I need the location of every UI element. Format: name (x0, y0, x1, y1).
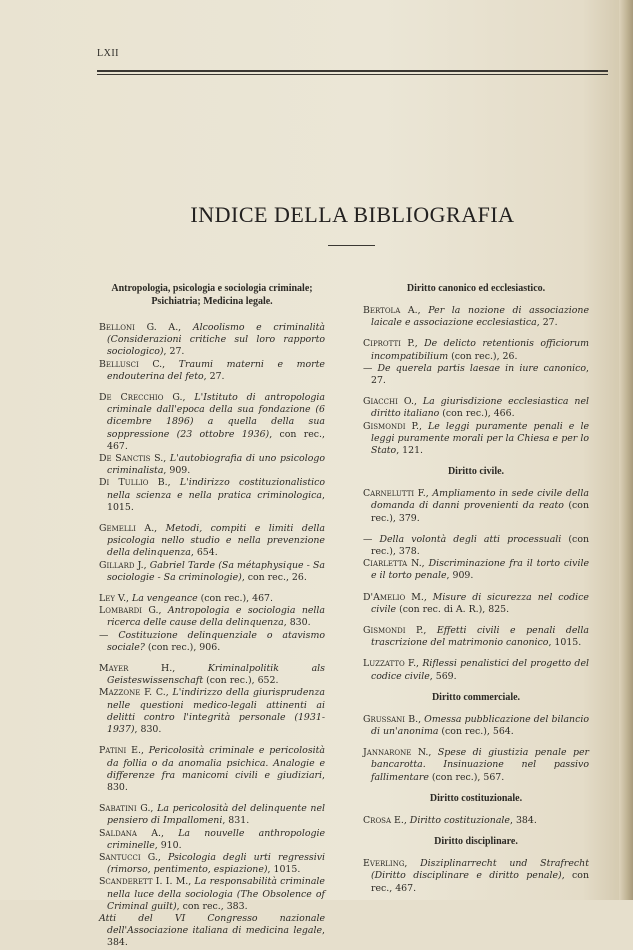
right-column (363, 282, 589, 895)
entry-reference: , 654. (190, 547, 218, 559)
entry-title: Spese di giustizia penale per bancarotta. Insinuazione nel passivo fallimentare (371, 747, 589, 783)
entry-title: Costituzione delinquenziale o atavismo sociale? (107, 629, 325, 653)
bibliography-entry (363, 421, 589, 458)
entry-title: La vengeance (132, 593, 198, 605)
entry-reference: (con rec.), 652. (203, 675, 279, 687)
entry-author: Mayer H., (99, 663, 208, 675)
entry-reference: , 27. (203, 370, 225, 382)
section-heading: Antropologia, psicologia e sociologia criminale; Psichiatria; Medicina legale. (111, 283, 313, 307)
entry-reference: (con rec.), 26. (448, 350, 518, 362)
bibliography-entry (363, 534, 589, 558)
section-heading: Diritto costituzionale. (429, 792, 523, 804)
entry-author: Gillard J., (99, 559, 150, 571)
entry-author: Di Tullio B., (99, 477, 180, 489)
entry-author: — (363, 533, 380, 545)
entry-author: Grussani B., (363, 713, 425, 725)
entry-reference: , 830. (134, 724, 162, 736)
entry-reference: , 830. (283, 617, 311, 629)
entry-title: Alcoolismo e criminalità (Considerazioni critiche sul loro rapporto sociologico) (107, 322, 326, 358)
entry-reference: (con rec.), 379. (371, 500, 589, 524)
entry-author: Scanderett I. I. M., (99, 876, 195, 888)
entry-title: Antropologia e sociologia nella ricerca delle cause della delinquenza (107, 605, 325, 629)
entry-title: De querela partis laesae in iure canonico (377, 362, 587, 374)
entry-author: — (99, 629, 119, 641)
entry-author: Giacchi O., (363, 396, 423, 408)
entry-title: L'indirizzo della giurisprudenza nelle questioni medico-legali attinenti ai delitti contro l'integrità personale (1931-1937) (107, 687, 325, 736)
entry-reference: , 830. (107, 769, 325, 793)
entry-title: Traumi materni e morte endouterina del feto (107, 358, 325, 382)
entry-reference: , 27. (163, 346, 185, 358)
bibliography-entry (363, 363, 589, 387)
page-title: INDICE DELLA BIBLIOGRAFIA (190, 202, 515, 227)
entry-author: De Crecchio G., (99, 392, 195, 404)
entry-reference: , con rec., 467. (371, 870, 589, 894)
bibliography-entry (363, 558, 589, 582)
entry-author: Luzzatto F., (363, 658, 423, 670)
entry-author: Jannarone N., (363, 747, 438, 759)
section-heading: Diritto commerciale. (431, 691, 521, 703)
section-heading: Diritto canonico ed ecclesiastico. (406, 283, 546, 294)
left-entries (99, 322, 325, 950)
bibliography-entry (99, 605, 325, 629)
entry-author: Gemelli A., (99, 523, 166, 535)
entry-title: Per la nozione di associazione laicale e associazione ecclesiastica (371, 305, 590, 329)
entry-author: De Sanctis S., (99, 453, 170, 465)
entry-title: Pericolosità criminale e pericolosità da follia o da anomalia psichica. Analogie e differenze fra manicomi civili e giudiziari (107, 745, 325, 781)
header-rule-thin (97, 74, 608, 75)
entry-author: Sabatini G., (99, 803, 158, 815)
entry-author: Belloni G. A., (99, 322, 193, 333)
entry-title: Disziplinarrecht und Strafrecht (Diritto disciplinare e diritto penale) (371, 858, 589, 882)
entry-title: Ampliamento in sede civile della domanda di danni provenienti da reato (371, 488, 589, 512)
left-column (99, 282, 325, 950)
bibliography-entry (363, 305, 589, 329)
entry-reference: , con rec., 26. (241, 571, 307, 583)
entry-author: Ciarletta N., (363, 558, 429, 570)
entry-title: La pericolosità del delinquente nel pensiero di Impallomeni (107, 803, 325, 827)
entry-reference: , 910. (154, 839, 182, 851)
bibliography-entry (363, 858, 589, 895)
bibliography-entry (363, 815, 589, 827)
entry-title: Della volontà degli atti processuali (379, 533, 562, 545)
entry-author: D'Amelio M., (363, 591, 433, 603)
bibliography-entry (99, 687, 325, 736)
entry-title: Le leggi puramente penali e le leggi puramente morali per la Chiesa e per lo Stato (371, 420, 590, 457)
entry-author: Lombardi G., (99, 605, 168, 617)
entry-title: Kriminalpolitik als Geisteswissenschaft (107, 663, 325, 687)
entry-reference: , con rec., 467. (107, 428, 325, 452)
bibliography-entry (363, 338, 589, 362)
bibliography-entry (99, 392, 325, 453)
entry-reference: (con rec.), 564. (438, 726, 514, 738)
entry-author: Everling, (363, 858, 421, 870)
page-number: LXII (97, 48, 119, 59)
title-divider (328, 245, 375, 246)
bibliography-entry (99, 359, 325, 383)
entry-reference: , 909. (446, 570, 474, 582)
entry-author: Gismondi P., (363, 625, 437, 637)
entry-author: Bellusci C., (99, 358, 179, 370)
bibliography-entry (99, 852, 325, 876)
bibliography-entry (99, 523, 325, 560)
entry-title: Misure di sicurezza nel codice civile (371, 591, 589, 615)
entry-author: Bertola A., (363, 305, 429, 316)
bibliography-entry (363, 396, 589, 420)
entry-reference: , 27. (536, 317, 558, 329)
entry-reference: , 909. (163, 465, 191, 477)
entry-title: Discriminazione fra il torto civile e il torto penale (371, 558, 589, 582)
entry-author: Santucci G., (99, 851, 168, 863)
bibliography-entry (363, 714, 589, 738)
entry-author: Carnelutti F., (363, 488, 433, 500)
entry-reference: (con rec.), 567. (428, 771, 505, 783)
entry-reference: , 384. (509, 814, 537, 826)
entry-reference: , 1015. (548, 637, 582, 649)
page-edge-shadow (619, 0, 633, 900)
entry-title: La nouvelle anthropologie criminelle (107, 827, 326, 851)
entry-title: Omessa pubblicazione del bilancio di un'anonima (371, 713, 589, 738)
entry-reference: , 27. (371, 362, 589, 387)
entry-reference: , 569. (429, 670, 457, 682)
entry-reference: , 384. (107, 925, 325, 949)
bibliography-entry (99, 663, 325, 687)
bibliography-entry (99, 593, 325, 605)
bibliography-entry (363, 747, 589, 784)
entry-title: L'autobiografia di uno psicologo criminalista (107, 453, 325, 477)
entry-title: Psicologia degli urti regressivi (rimorso, pentimento, espiazione) (107, 851, 325, 876)
entry-reference: (con rec.), 466. (439, 408, 515, 420)
bibliography-entry (363, 625, 589, 649)
entry-reference: (con rec. di A. R.), 825. (396, 603, 510, 615)
entry-author: Patini E., (99, 745, 149, 757)
bibliography-entry (99, 477, 325, 514)
entry-reference: (con rec.), 378. (371, 533, 589, 558)
bibliography-entry (99, 745, 325, 794)
entry-title: Atti del VI Congresso nazionale dell'Associazione italiana di medicina legale (99, 912, 325, 937)
entry-title: Riflessi penalistici del progetto del codice civile (371, 658, 589, 682)
bibliography-entry (99, 630, 325, 654)
entry-title: Diritto costituzionale (409, 814, 510, 826)
section-heading: Diritto civile. (447, 466, 505, 478)
bibliography-entry (99, 803, 325, 827)
header-rule-thick (97, 70, 608, 72)
entry-reference: , 831. (222, 815, 250, 827)
entry-title: La responsabilità criminale nella luce della sociologia (The Obsolence of Criminal guilt) (107, 876, 325, 912)
entry-title: L'indirizzo costituzionalistico nella scienza e nella pratica criminologica (107, 477, 325, 501)
bibliography-entry (363, 592, 589, 616)
bibliography-entry (363, 488, 589, 525)
entry-author: — (363, 362, 378, 374)
bibliography-entry (99, 322, 325, 359)
bibliography-entry (99, 913, 325, 950)
entry-author: Gismondi P., (363, 420, 429, 432)
entry-author: Mazzone F. C., (99, 687, 173, 699)
entry-title: De delicto retentionis officiorum incompatibilium (371, 338, 589, 362)
entry-author: Ley V., (99, 593, 133, 605)
entry-title: L'Istituto di antropologia criminale dall'epoca della sua fondazione (6 dicembre 1896) a quella della sua soppressione (23 ottobre 1936) (107, 392, 325, 440)
entry-title: Metodi, compiti e limiti della psicologia nello studio e nella prevenzione della delinquenza (107, 523, 325, 559)
entry-title: La giurisdizione ecclesiastica nel diritto italiano (371, 396, 589, 420)
entry-reference: (con rec.), 906. (144, 641, 221, 653)
entry-reference: , 1015. (107, 489, 325, 513)
entry-title: Gabriel Tarde (Sa métaphysique - Sa sociologie - Sa criminologie) (107, 559, 325, 583)
entry-reference: , 121. (396, 445, 424, 457)
entry-title: Effetti civili e penali della trascrizione del matrimonio canonico (371, 625, 589, 649)
entry-reference: , con rec., 383. (176, 900, 248, 912)
bibliography-entry (363, 658, 589, 682)
entry-author: Saldana A., (99, 827, 179, 839)
entry-reference: , 1015. (267, 864, 301, 876)
bibliography-entry (99, 828, 325, 852)
bibliography-entry (99, 876, 325, 913)
section-heading: Diritto disciplinare. (434, 836, 518, 848)
bibliography-entry (99, 453, 325, 477)
bibliography-entry (99, 560, 325, 584)
entry-author: Ciprotti P., (363, 338, 425, 350)
entry-reference: (con rec.), 467. (197, 593, 273, 605)
entry-author: Crosa E., (363, 814, 410, 826)
